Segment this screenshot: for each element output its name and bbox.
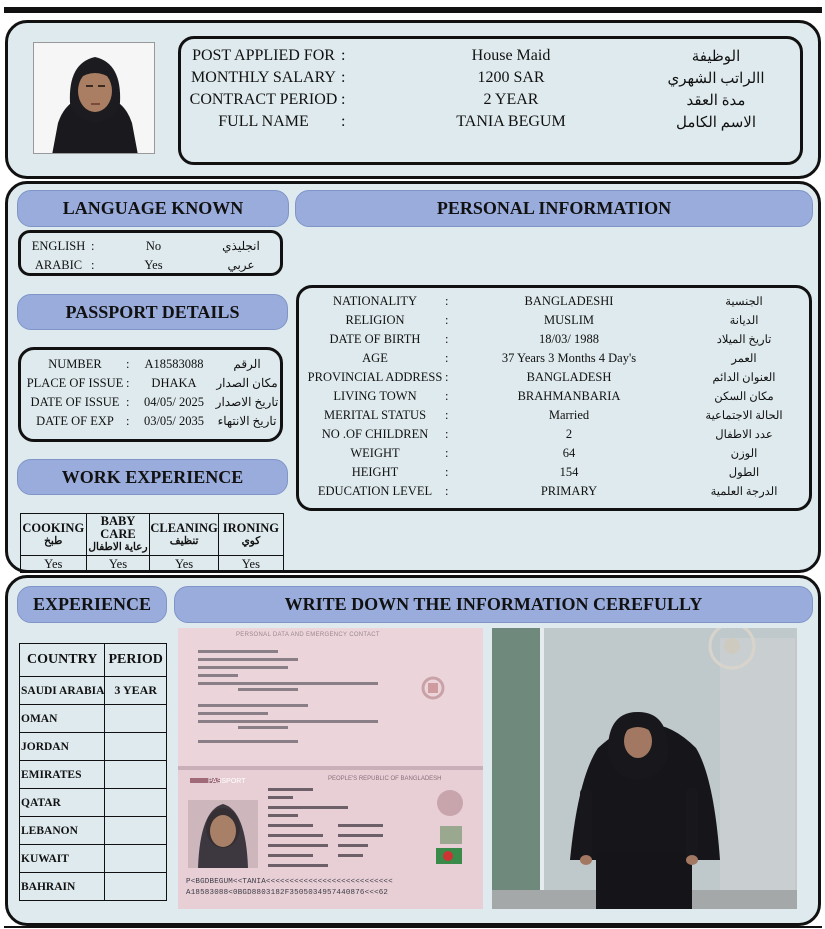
country-cell: OMAN — [20, 705, 105, 733]
skill-name: IRONING — [222, 520, 280, 535]
field-colon: : — [445, 408, 449, 422]
table-row — [20, 761, 167, 789]
personal-information-box — [296, 285, 812, 511]
experience-heading: EXPERIENCE — [17, 586, 167, 623]
language-known-heading: LANGUAGE KNOWN — [17, 190, 289, 227]
field-label: NATIONALITY — [332, 294, 417, 308]
field-label: CONTRACT PERIOD — [189, 91, 338, 108]
field-arabic-label: تاريخ الميلاد — [716, 334, 772, 346]
country-column-header: COUNTRY — [20, 644, 105, 677]
field-value: BANGLADESH — [526, 370, 612, 384]
field-label: LIVING TOWN — [333, 389, 417, 403]
field-colon: : — [445, 465, 449, 479]
skill-name: CLEANING — [150, 520, 218, 535]
field-colon: : — [341, 69, 346, 86]
field-label: NUMBER — [48, 357, 102, 371]
period-column-header: PERIOD — [105, 644, 167, 677]
period-cell — [105, 761, 167, 789]
field-colon: : — [126, 414, 130, 428]
field-colon: : — [445, 446, 449, 460]
work-column-header — [218, 514, 283, 556]
passport-scan — [178, 628, 483, 909]
field-label: DATE OF ISSUE — [30, 395, 120, 409]
field-label: AGE — [362, 351, 388, 365]
period-cell — [105, 733, 167, 761]
field-label: DATE OF BIRTH — [329, 332, 421, 346]
field-arabic-label: عربي — [227, 258, 255, 272]
work-experience-heading: WORK EXPERIENCE — [17, 459, 288, 495]
scan-mrz-line-1: P<BGDBEGUM<<TANIA<<<<<<<<<<<<<<<<<<<<<<<<<<< — [186, 878, 393, 886]
field-value: DHAKA — [151, 376, 197, 390]
table-row — [20, 677, 167, 705]
skill-name: BABY CARE — [100, 514, 136, 541]
table-row — [20, 873, 167, 901]
scan-passport-label: PASSPORT — [208, 778, 246, 785]
period-cell — [105, 705, 167, 733]
field-value: 04/05/ 2025 — [143, 395, 205, 409]
field-colon: : — [445, 351, 449, 365]
country-cell: EMIRATES — [20, 761, 105, 789]
country-cell: SAUDI ARABIA — [20, 677, 105, 705]
full-body-photo — [492, 628, 797, 909]
field-arabic-label: الوزن — [730, 448, 758, 460]
field-colon: : — [341, 47, 346, 64]
passport-details-heading: PASSPORT DETAILS — [17, 294, 288, 330]
applicant-portrait — [33, 42, 155, 154]
field-arabic-label: انجليذي — [222, 239, 260, 253]
bottom-rule — [4, 926, 822, 928]
field-label: WEIGHT — [350, 446, 400, 460]
field-value: 37 Years 3 Months 4 Day's — [501, 351, 637, 365]
field-label: ENGLISH — [31, 239, 86, 253]
field-arabic-label: مدة العقد — [686, 93, 746, 109]
country-cell: BAHRAIN — [20, 873, 105, 901]
job-summary-box — [178, 36, 803, 165]
country-cell: LEBANON — [20, 817, 105, 845]
work-column-header — [86, 514, 150, 556]
field-label: MERITAL STATUS — [323, 408, 427, 422]
table-row — [20, 789, 167, 817]
skill-name-arabic: رعاية الاطفال — [88, 542, 148, 553]
field-value: MUSLIM — [543, 313, 594, 327]
field-value: 154 — [559, 465, 579, 479]
skill-name: COOKING — [22, 520, 85, 535]
work-experience-table — [20, 513, 284, 573]
field-colon: : — [91, 258, 95, 272]
field-arabic-label: الاسم الكامل — [675, 115, 756, 131]
period-cell — [105, 845, 167, 873]
country-experience-table — [19, 643, 167, 901]
skill-value: Yes — [86, 556, 150, 573]
passport-details-box — [18, 347, 283, 442]
skill-value: Yes — [218, 556, 283, 573]
top-rule — [4, 7, 822, 13]
field-arabic-label: الحالة الاجتماعية — [705, 410, 783, 422]
field-label: POST APPLIED FOR — [192, 47, 335, 64]
field-colon: : — [445, 313, 449, 327]
field-arabic-label: الطول — [728, 467, 760, 479]
field-value: No — [145, 239, 162, 253]
field-arabic-label: الجنسية — [725, 296, 763, 308]
field-label: FULL NAME — [218, 113, 309, 130]
field-label: PLACE OF ISSUE — [26, 376, 124, 390]
table-row — [20, 817, 167, 845]
field-arabic-label: مكان السكن — [714, 391, 774, 403]
field-value: Yes — [144, 258, 163, 272]
field-arabic-label: تاريخ الاصدار — [215, 395, 279, 409]
skill-name-arabic: كوي — [241, 535, 261, 547]
field-colon: : — [126, 376, 130, 390]
field-arabic-label: مكان الصدار — [216, 376, 278, 390]
field-label: MONTHLY SALARY — [191, 69, 336, 86]
field-arabic-label: الوظيفة — [691, 49, 741, 65]
header-section — [5, 20, 821, 179]
skill-name-arabic: طبخ — [44, 535, 63, 547]
field-arabic-label: العمر — [731, 353, 757, 365]
skill-value: Yes — [21, 556, 87, 573]
field-label: PROVINCIAL ADDRESS — [307, 370, 443, 384]
field-arabic-label: الدرجة العلمية — [710, 486, 778, 498]
country-cell: JORDAN — [20, 733, 105, 761]
details-section — [5, 181, 821, 573]
work-column-header — [21, 514, 87, 556]
field-label: NO .OF CHILDREN — [321, 427, 429, 441]
field-value: House Maid — [471, 47, 551, 64]
field-colon: : — [445, 370, 449, 384]
field-value: A18583088 — [144, 357, 204, 371]
field-value: 2 YEAR — [483, 91, 539, 108]
field-value: PRIMARY — [540, 484, 598, 498]
field-colon: : — [341, 113, 346, 130]
field-label: EDUCATION LEVEL — [317, 484, 433, 498]
field-arabic-label: عدد الاطفال — [715, 429, 773, 441]
table-row — [20, 733, 167, 761]
field-colon: : — [126, 395, 130, 409]
work-column-header — [150, 514, 218, 556]
field-colon: : — [445, 294, 449, 308]
language-box — [18, 230, 283, 276]
field-value: BRAHMANBARIA — [517, 389, 621, 403]
field-value: TANIA BEGUM — [456, 113, 566, 130]
country-cell: QATAR — [20, 789, 105, 817]
field-label: ARABIC — [34, 258, 83, 272]
table-row — [20, 705, 167, 733]
country-cell: KUWAIT — [20, 845, 105, 873]
field-arabic-label: تاريخ الانتهاء — [217, 414, 277, 428]
field-colon: : — [341, 91, 346, 108]
scan-bottom-heading: PEOPLE'S REPUBLIC OF BANGLADESH — [328, 776, 442, 782]
notice-heading: WRITE DOWN THE INFORMATION CEREFULLY — [174, 586, 813, 623]
period-cell — [105, 873, 167, 901]
field-label: DATE OF EXP — [36, 414, 114, 428]
skill-value: Yes — [150, 556, 218, 573]
field-value: 18/03/ 1988 — [538, 332, 600, 346]
field-arabic-label: االراتب الشهري — [667, 71, 765, 87]
field-value: 64 — [562, 446, 576, 460]
field-arabic-label: العنوان الدائم — [712, 372, 776, 384]
field-value: Married — [548, 408, 590, 422]
field-value: 2 — [565, 427, 573, 441]
field-arabic-label: الرقم — [233, 357, 261, 371]
field-value: 03/05/ 2035 — [143, 414, 205, 428]
field-value: BANGLADESHI — [524, 294, 614, 308]
scan-mrz-line-2: A18583088<0BGD8803182F3505034957440876<<<62 — [186, 889, 389, 897]
field-label: HEIGHT — [351, 465, 399, 479]
field-colon: : — [91, 239, 95, 253]
period-cell — [105, 789, 167, 817]
field-colon: : — [445, 389, 449, 403]
experience-section — [5, 575, 821, 926]
field-colon: : — [445, 484, 449, 498]
skill-name-arabic: تنظيف — [169, 535, 199, 547]
personal-information-heading: PERSONAL INFORMATION — [295, 190, 813, 227]
field-colon: : — [445, 427, 449, 441]
field-value: 1200 SAR — [477, 69, 545, 86]
scan-top-heading: PERSONAL DATA AND EMERGENCY CONTACT — [236, 632, 380, 638]
field-colon: : — [126, 357, 130, 371]
field-colon: : — [445, 332, 449, 346]
period-cell: 3 YEAR — [105, 677, 167, 705]
period-cell — [105, 817, 167, 845]
field-label: RELIGION — [345, 313, 405, 327]
table-row — [20, 845, 167, 873]
field-arabic-label: الديانة — [729, 315, 759, 327]
